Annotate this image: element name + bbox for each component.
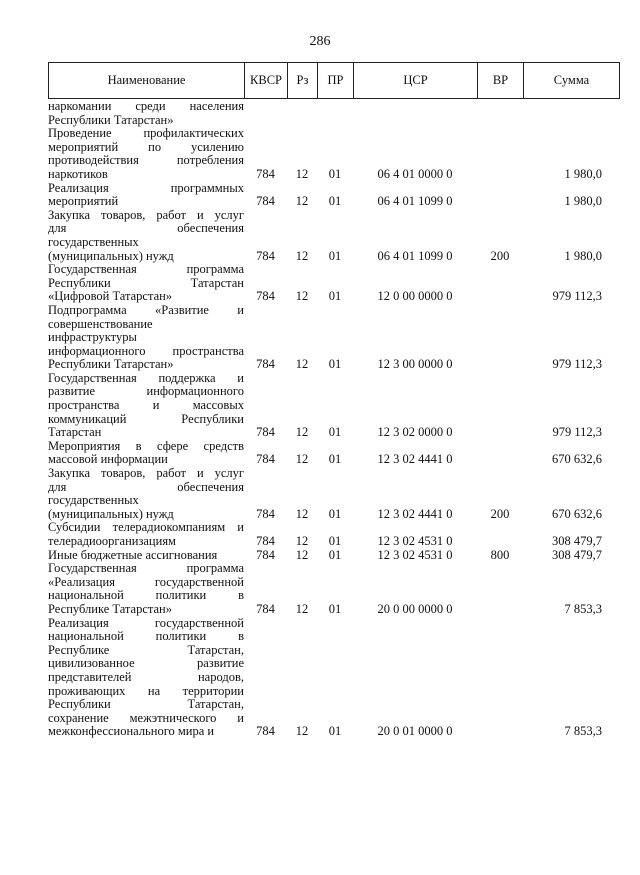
cell-kvsr: 784 xyxy=(256,425,275,440)
table-row xyxy=(48,372,619,440)
row-name xyxy=(48,562,244,616)
row-name-line: Государственная программа xyxy=(48,262,244,277)
row-name-line: Татарстан xyxy=(48,425,102,440)
row-name-line: Реализация государственной xyxy=(48,615,244,630)
cell-csr: 12 3 02 4441 0 xyxy=(377,452,453,467)
header-rz: Рз xyxy=(288,63,318,99)
row-name xyxy=(48,521,244,548)
row-name-line: мероприятий по усилению xyxy=(48,139,244,154)
row-name-line: Мероприятия в сфере средств xyxy=(48,438,244,453)
table-row xyxy=(48,617,619,739)
row-name-line: Субсидии телерадиокомпаниям и xyxy=(48,520,244,535)
row-name xyxy=(48,440,244,467)
row-name-line: массовой информации xyxy=(48,452,168,467)
cell-kvsr: 784 xyxy=(256,248,275,263)
table-row xyxy=(48,100,619,127)
row-name-line: государственных xyxy=(48,493,139,508)
cell-sum: 979 112,3 xyxy=(552,425,602,440)
table-row xyxy=(48,127,619,181)
cell-pr: 01 xyxy=(328,194,342,209)
cell-pr: 01 xyxy=(328,724,342,739)
row-name-line: (муниципальных) нужд xyxy=(48,248,174,263)
cell-csr: 12 3 02 4531 0 xyxy=(377,547,453,562)
cell-rz: 12 xyxy=(295,248,309,263)
cell-vr: 200 xyxy=(490,506,510,521)
row-name xyxy=(48,263,244,304)
cell-vr: 800 xyxy=(490,547,510,562)
cell-csr: 12 3 00 0000 0 xyxy=(377,357,453,372)
row-name-line: Республике Татарстан» xyxy=(48,601,172,616)
cell-sum: 979 112,3 xyxy=(552,289,602,304)
cell-csr: 20 0 01 0000 0 xyxy=(377,724,453,739)
row-name xyxy=(48,209,244,263)
cell-sum: 1 980,0 xyxy=(564,248,602,263)
row-name-line: для обеспечения xyxy=(48,479,244,494)
cell-csr: 20 0 00 0000 0 xyxy=(377,601,453,616)
row-name xyxy=(48,304,244,372)
row-name-line: развитие информационного xyxy=(48,384,244,399)
cell-sum: 1 980,0 xyxy=(564,166,602,181)
cell-pr: 01 xyxy=(328,534,342,548)
cell-csr: 12 0 00 0000 0 xyxy=(377,289,453,304)
cell-kvsr: 784 xyxy=(256,601,275,616)
cell-kvsr: 784 xyxy=(256,194,275,209)
row-name xyxy=(48,100,244,127)
cell-kvsr: 784 xyxy=(256,289,275,304)
cell-kvsr: 784 xyxy=(256,357,275,372)
cell-sum: 670 632,6 xyxy=(552,506,602,521)
cell-csr: 06 4 01 1099 0 xyxy=(377,248,453,263)
cell-pr: 01 xyxy=(328,289,342,304)
page-number: 286 xyxy=(309,34,331,49)
cell-kvsr: 784 xyxy=(256,534,275,548)
row-name xyxy=(48,617,244,739)
table-row xyxy=(48,182,619,209)
row-name-line: Республики Татарстан, xyxy=(48,697,244,712)
row-name-line: межконфессионального мира и xyxy=(48,724,215,739)
cell-pr: 01 xyxy=(328,452,342,467)
row-name-line: пространства и массовых xyxy=(48,398,244,413)
row-name-line: инфраструктуры xyxy=(48,330,137,345)
cell-csr: 06 4 01 0000 0 xyxy=(377,166,453,181)
cell-kvsr: 784 xyxy=(256,547,275,562)
row-name-line: для обеспечения xyxy=(48,221,244,236)
cell-rz: 12 xyxy=(295,425,309,440)
cell-sum: 979 112,3 xyxy=(552,357,602,372)
cell-rz: 12 xyxy=(295,506,309,521)
cell-sum: 308 479,7 xyxy=(552,547,602,562)
row-name-line: государственных xyxy=(48,234,139,249)
cell-csr: 12 3 02 4531 0 xyxy=(377,534,453,548)
table-body xyxy=(48,100,619,739)
row-name-line: национальной политики в xyxy=(48,629,244,644)
row-name-line: наркотиков xyxy=(48,166,108,181)
cell-rz: 12 xyxy=(295,357,309,372)
header-vr: ВР xyxy=(478,63,524,99)
cell-kvsr: 784 xyxy=(256,452,275,467)
table-row xyxy=(48,209,619,263)
cell-rz: 12 xyxy=(295,534,309,548)
header-pr: ПР xyxy=(318,63,354,99)
header-sum: Сумма xyxy=(524,63,620,99)
row-name-line: проживающих на территории xyxy=(48,683,244,698)
row-name-line: коммуникаций Республики xyxy=(48,411,244,426)
row-name xyxy=(48,182,244,209)
cell-csr: 12 3 02 4441 0 xyxy=(377,506,453,521)
row-name xyxy=(48,127,244,181)
row-name-line: представителей народов, xyxy=(48,669,244,684)
row-name-line: мероприятий xyxy=(48,194,119,209)
row-name-line: Республики Татарстан xyxy=(48,275,244,290)
cell-kvsr: 784 xyxy=(256,166,275,181)
header-kvsr: КВСР xyxy=(245,63,288,99)
cell-kvsr: 784 xyxy=(256,724,275,739)
row-name-line: информационного пространства xyxy=(48,343,244,358)
row-name-line: противодействия потребления xyxy=(48,153,244,168)
row-name-line: телерадиоорганизациям xyxy=(48,534,176,548)
table-header xyxy=(48,62,620,99)
row-name-line: «Цифровой Татарстан» xyxy=(48,289,173,304)
cell-pr: 01 xyxy=(328,547,342,562)
row-name-line: Реализация программных xyxy=(48,180,244,195)
row-name-line: Республики Татарстан» xyxy=(48,357,174,372)
row-name xyxy=(48,549,244,563)
row-name-line: Республике Татарстан, xyxy=(48,642,244,657)
table-row xyxy=(48,304,619,372)
cell-csr: 12 3 02 0000 0 xyxy=(377,425,453,440)
row-name-line: национальной политики в xyxy=(48,588,244,603)
row-name-line: наркомании среди населения xyxy=(48,99,244,113)
cell-sum: 7 853,3 xyxy=(564,724,602,739)
cell-kvsr: 784 xyxy=(256,506,275,521)
header-csr: ЦСР xyxy=(354,63,478,99)
row-name-line: цивилизованное развитие xyxy=(48,656,244,671)
cell-pr: 01 xyxy=(328,248,342,263)
cell-rz: 12 xyxy=(295,601,309,616)
cell-sum: 308 479,7 xyxy=(552,534,602,548)
row-name xyxy=(48,372,244,440)
cell-rz: 12 xyxy=(295,724,309,739)
cell-csr: 06 4 01 1099 0 xyxy=(377,194,453,209)
cell-pr: 01 xyxy=(328,601,342,616)
row-name-line: Закупка товаров, работ и услуг xyxy=(48,466,244,481)
table-row xyxy=(48,467,619,521)
header-name: Наименование xyxy=(49,63,245,99)
cell-rz: 12 xyxy=(295,547,309,562)
table-row xyxy=(48,263,619,304)
table-row xyxy=(48,440,619,467)
row-name-line: Подпрограмма «Развитие и xyxy=(48,302,244,317)
row-name-line: (муниципальных) нужд xyxy=(48,506,174,521)
row-name-line: сохранение межэтнического и xyxy=(48,710,244,725)
table-row xyxy=(48,521,619,548)
table-row xyxy=(48,549,619,563)
row-name-line: «Реализация государственной xyxy=(48,574,244,589)
row-name-line: совершенствование xyxy=(48,316,153,331)
row-name-line: Закупка товаров, работ и услуг xyxy=(48,207,244,222)
cell-vr: 200 xyxy=(490,248,510,263)
cell-sum: 7 853,3 xyxy=(564,601,602,616)
row-name-line: Государственная поддержка и xyxy=(48,370,244,385)
cell-pr: 01 xyxy=(328,357,342,372)
row-name-line: Иные бюджетные ассигнования xyxy=(48,547,218,562)
cell-rz: 12 xyxy=(295,289,309,304)
cell-sum: 1 980,0 xyxy=(564,194,602,209)
row-name-line: Республики Татарстан» xyxy=(48,112,174,127)
cell-pr: 01 xyxy=(328,506,342,521)
cell-rz: 12 xyxy=(295,452,309,467)
cell-pr: 01 xyxy=(328,425,342,440)
table-row xyxy=(48,562,619,616)
cell-sum: 670 632,6 xyxy=(552,452,602,467)
row-name-line: Государственная программа xyxy=(48,561,244,576)
cell-rz: 12 xyxy=(295,166,309,181)
cell-pr: 01 xyxy=(328,166,342,181)
row-name xyxy=(48,467,244,521)
cell-rz: 12 xyxy=(295,194,309,209)
row-name-line: Проведение профилактических xyxy=(48,126,244,141)
